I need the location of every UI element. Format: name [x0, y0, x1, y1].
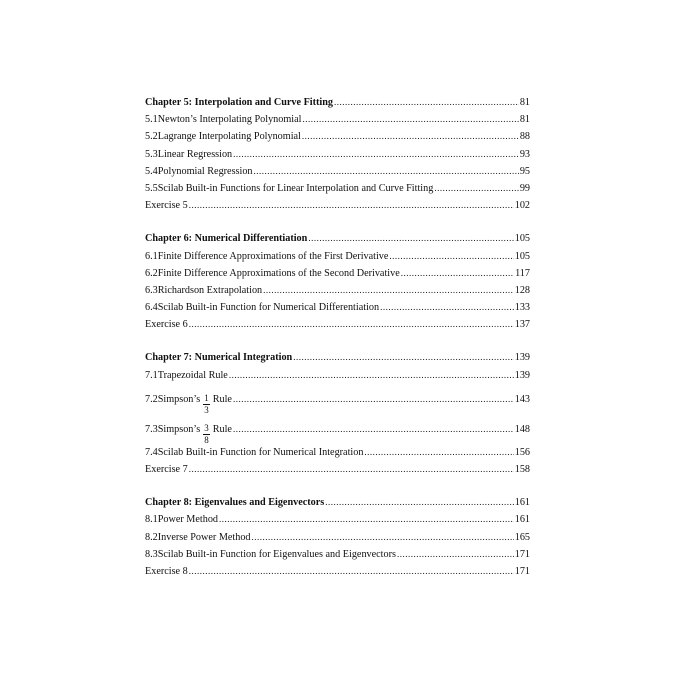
section-number: 5.5 [145, 182, 158, 194]
toc-entry[interactable] [145, 248, 530, 265]
section-number: 8.2 [145, 531, 158, 543]
section-number: 7.1 [145, 369, 158, 381]
chapter-title: Chapter 7: Numerical Integration [145, 352, 293, 364]
toc-entry[interactable] [145, 299, 530, 316]
section-title: Richardson Extrapolation [157, 284, 263, 296]
dot-leader [252, 529, 514, 546]
dot-leader [189, 461, 514, 478]
fraction-one-third [203, 394, 210, 415]
section-number: 5.1 [145, 114, 158, 126]
dot-leader [189, 563, 514, 580]
page-number: 117 [515, 267, 530, 279]
section-number: 7.2 [145, 393, 158, 405]
toc-entry[interactable] [145, 163, 530, 180]
fraction-denominator: 3 [204, 404, 209, 415]
section-title: Lagrange Interpolating Polynomial [157, 131, 301, 143]
section-title: Trapezoidal Rule [157, 369, 228, 381]
page-number: 161 [514, 497, 530, 509]
section-number: 6.1 [145, 250, 158, 262]
section-title: Finite Difference Approximations of the Second Derivative [157, 267, 400, 279]
section-title: Inverse Power Method [157, 531, 251, 543]
section-number: 6.3 [145, 284, 158, 296]
page-number: 105 [514, 233, 530, 245]
section-title: Scilab Built-in Functions for Linear Interpolation and Curve Fitting [157, 182, 434, 194]
toc-entry[interactable] [145, 282, 530, 299]
section-title [158, 415, 232, 446]
toc-entry[interactable] [145, 511, 530, 528]
dot-leader [401, 265, 514, 282]
section-title-suffix: Rule [212, 393, 232, 405]
page-number: 171 [514, 565, 530, 577]
toc-entry[interactable] [145, 384, 530, 414]
toc-entry[interactable] [145, 546, 530, 563]
section-title: Power Method [157, 514, 219, 526]
exercise-title: Exercise 5 [145, 200, 188, 212]
section-number: 8.1 [145, 514, 158, 526]
page-number: 143 [514, 393, 530, 405]
fraction-three-eighths [203, 424, 210, 445]
page-number: 156 [514, 446, 530, 458]
dot-leader [364, 444, 513, 461]
fraction-denominator: 8 [204, 434, 209, 445]
dot-leader [434, 180, 518, 197]
fraction-numerator: 3 [204, 422, 209, 433]
toc-entry[interactable] [145, 367, 530, 384]
section-number: 5.2 [145, 131, 158, 143]
page-number: 81 [519, 114, 530, 126]
page-number: 171 [514, 548, 530, 560]
section-number: 6.2 [145, 267, 158, 279]
page-number: 133 [514, 302, 530, 314]
toc-entry[interactable] [145, 146, 530, 163]
toc-chapter-heading[interactable] [145, 494, 530, 511]
section-title-suffix: Rule [212, 423, 232, 435]
section-title [158, 385, 232, 416]
dot-leader [189, 316, 514, 333]
section-number: 7.3 [145, 423, 158, 435]
page-number: 95 [519, 165, 530, 177]
toc-exercise[interactable] [145, 197, 530, 214]
section-number: 5.3 [145, 148, 158, 160]
exercise-title: Exercise 6 [145, 319, 188, 331]
section-title: Linear Regression [157, 148, 233, 160]
section-title: Finite Difference Approximations of the First Derivative [157, 250, 389, 262]
section-number: 8.3 [145, 548, 158, 560]
toc-section-chapter-6 [145, 230, 530, 333]
toc-entry[interactable] [145, 265, 530, 282]
dot-leader [233, 414, 514, 444]
dot-leader [380, 299, 514, 316]
page-number: 139 [514, 369, 530, 381]
dot-leader [334, 94, 519, 111]
toc-section-chapter-8 [145, 494, 530, 580]
dot-leader [254, 163, 519, 180]
page-number: 165 [514, 531, 530, 543]
page-number: 99 [519, 182, 530, 194]
exercise-title: Exercise 8 [145, 565, 188, 577]
section-number: 6.4 [145, 302, 158, 314]
page-number: 158 [514, 464, 530, 475]
toc-entry[interactable] [145, 180, 530, 197]
chapter-title: Chapter 5: Interpolation and Curve Fitting [145, 97, 334, 108]
dot-leader [325, 494, 513, 511]
toc-chapter-heading[interactable] [145, 349, 530, 366]
page-number: 137 [514, 319, 530, 331]
section-title-prefix: Simpson’s [157, 393, 201, 405]
section-title: Newton’s Interpolating Polynomial [157, 114, 302, 126]
section-number: 7.4 [145, 446, 158, 458]
page-number: 102 [514, 200, 530, 212]
page-number: 148 [514, 423, 530, 435]
section-title-prefix: Simpson’s [157, 423, 201, 435]
dot-leader [302, 128, 519, 145]
toc-entry[interactable] [145, 128, 530, 145]
dot-leader [233, 384, 514, 414]
page-number: 105 [514, 250, 530, 262]
toc-entry[interactable] [145, 529, 530, 546]
toc-entry[interactable] [145, 414, 530, 444]
page-number: 88 [519, 131, 530, 143]
dot-leader [308, 230, 513, 247]
page-number: 139 [514, 352, 530, 364]
dot-leader [263, 282, 514, 299]
dot-leader [397, 546, 514, 563]
chapter-title: Chapter 8: Eigenvalues and Eigenvectors [145, 497, 325, 509]
toc-exercise[interactable] [145, 316, 530, 333]
toc-section-chapter-5 [145, 94, 530, 214]
exercise-title: Exercise 7 [145, 464, 188, 475]
toc-chapter-heading[interactable] [145, 94, 530, 111]
dot-leader [219, 511, 514, 528]
toc-exercise[interactable] [145, 563, 530, 580]
fraction-numerator: 1 [204, 392, 209, 403]
page-number: 128 [514, 284, 530, 296]
table-of-contents [145, 94, 530, 596]
section-title: Scilab Built-in Function for Eigenvalues and Eigenvectors [157, 548, 396, 560]
dot-leader [233, 146, 519, 163]
toc-entry[interactable] [145, 444, 530, 461]
section-number: 5.4 [145, 165, 158, 177]
dot-leader [229, 367, 514, 384]
toc-entry[interactable] [145, 111, 530, 128]
chapter-title: Chapter 6: Numerical Differentiation [145, 233, 308, 245]
page-number: 81 [519, 97, 530, 108]
section-title: Polynomial Regression [157, 165, 253, 177]
page-number: 93 [519, 148, 530, 160]
dot-leader [293, 349, 513, 366]
dot-leader [189, 197, 514, 214]
dot-leader [302, 111, 518, 128]
toc-section-chapter-7 [145, 349, 530, 478]
toc-exercise[interactable] [145, 461, 530, 478]
page-number: 161 [514, 514, 530, 526]
section-title: Scilab Built-in Function for Numerical Differentiation [157, 302, 380, 314]
toc-chapter-heading[interactable] [145, 230, 530, 247]
section-title: Scilab Built-in Function for Numerical Integration [157, 446, 364, 458]
dot-leader [389, 248, 513, 265]
